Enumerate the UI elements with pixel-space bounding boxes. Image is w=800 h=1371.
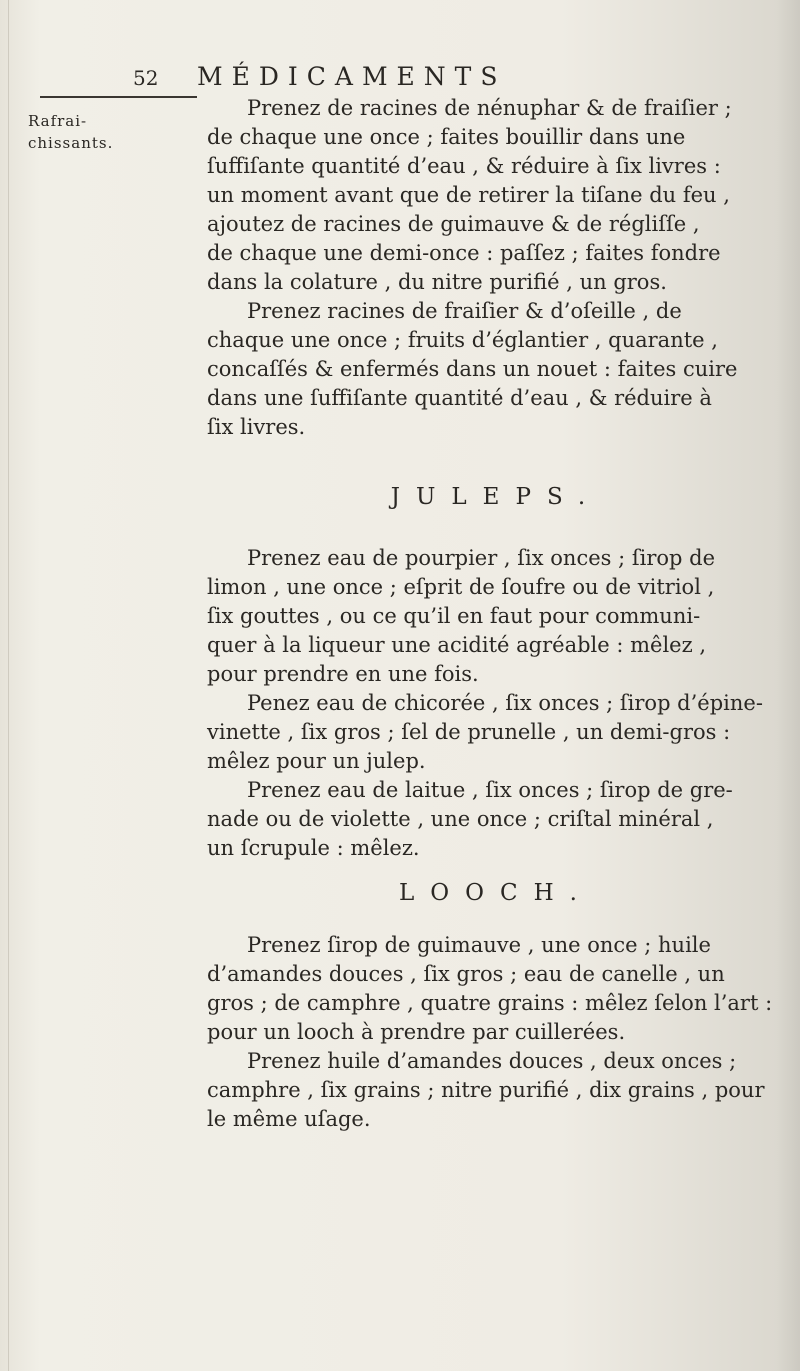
text-line: Penez eau de chicorée , ſix onces ; ſirop d’épine- <box>247 691 763 715</box>
text-line: quer à la liqueur une acidité agréable : mêlez , <box>207 633 706 657</box>
text-line: pour un looch à prendre par cuillerées. <box>207 1020 626 1044</box>
text-line: ſix livres. <box>207 415 306 439</box>
paragraph-guimauve <box>207 931 787 1047</box>
text-line: de chaque une once ; faites bouillir dans une <box>207 125 686 149</box>
page-edge-rule <box>8 0 9 1371</box>
paragraph-laitue <box>207 776 787 863</box>
text-line: d’amandes douces , ſix gros ; eau de canelle , un <box>207 962 725 986</box>
text-line: nade ou de violette , une once ; criſtal minéral , <box>207 807 714 831</box>
text-line: Prenez ſirop de guimauve , une once ; huile <box>247 933 711 957</box>
text-line: ſix gouttes , ou ce qu’il en faut pour communi- <box>207 604 701 628</box>
section-heading-looch: LOOCH. <box>399 880 593 906</box>
text-line: Prenez eau de laitue , ſix onces ; ſirop de gre- <box>247 778 733 802</box>
text-line: vinette , ſix gros ; ſel de prunelle , un demi-gros : <box>207 720 731 744</box>
paragraph-fraisier <box>207 297 787 442</box>
paragraph-chicoree <box>207 689 787 776</box>
text-line: camphre , ſix grains ; nitre purifié , dix grains , pour <box>207 1078 765 1102</box>
text-line: pour prendre en une fois. <box>207 662 479 686</box>
text-line: chaque une once ; fruits d’églantier , quarante , <box>207 328 718 352</box>
running-head <box>133 62 653 96</box>
text-line: ajoutez de racines de guimauve & de régliſſe , <box>207 212 700 236</box>
text-line: le même uſage. <box>207 1107 371 1131</box>
text-line: un moment avant que de retirer la tiſane du feu , <box>207 183 730 207</box>
text-line: Prenez huile d’amandes douces , deux onces ; <box>247 1049 737 1073</box>
text-line: dans la colature , du nitre purifié , un gros. <box>207 270 667 294</box>
text-line: dans une ſuffiſante quantité d’eau , & réduire à <box>207 386 712 410</box>
margin-note <box>28 110 138 154</box>
text-line: Prenez racines de fraiſier & d’oſeille , de <box>247 299 682 323</box>
section-heading-juleps: JULEPS. <box>390 484 602 510</box>
text-line: concaſſés & enfermés dans un nouet : faites cuire <box>207 357 738 381</box>
margin-note-line: chissants. <box>28 134 114 152</box>
text-line: ſuffiſante quantité d’eau , & réduire à ſix livres : <box>207 154 721 178</box>
text-line: Prenez de racines de nénuphar & de fraiſier ; <box>247 96 732 120</box>
text-line: gros ; de camphre , quatre grains : mêlez ſelon l’art : <box>207 991 773 1015</box>
text-line: de chaque une demi-once : paſſez ; faites fondre <box>207 241 721 265</box>
margin-rule <box>40 96 197 98</box>
margin-note-line: Rafrai- <box>28 112 88 130</box>
text-line: mêlez pour un julep. <box>207 749 426 773</box>
text-line: limon , une once ; eſprit de ſoufre ou de vitriol , <box>207 575 715 599</box>
header-title: MÉDICAMENTS <box>197 62 507 91</box>
paragraph-pourpier <box>207 544 787 689</box>
paragraph-nenuphar <box>207 94 787 297</box>
text-line: Prenez eau de pourpier , ſix onces ; ſirop de <box>247 546 716 570</box>
text-line: un ſcrupule : mêlez. <box>207 836 420 860</box>
page-number: 52 <box>133 66 159 90</box>
paragraph-amandes <box>207 1047 787 1134</box>
